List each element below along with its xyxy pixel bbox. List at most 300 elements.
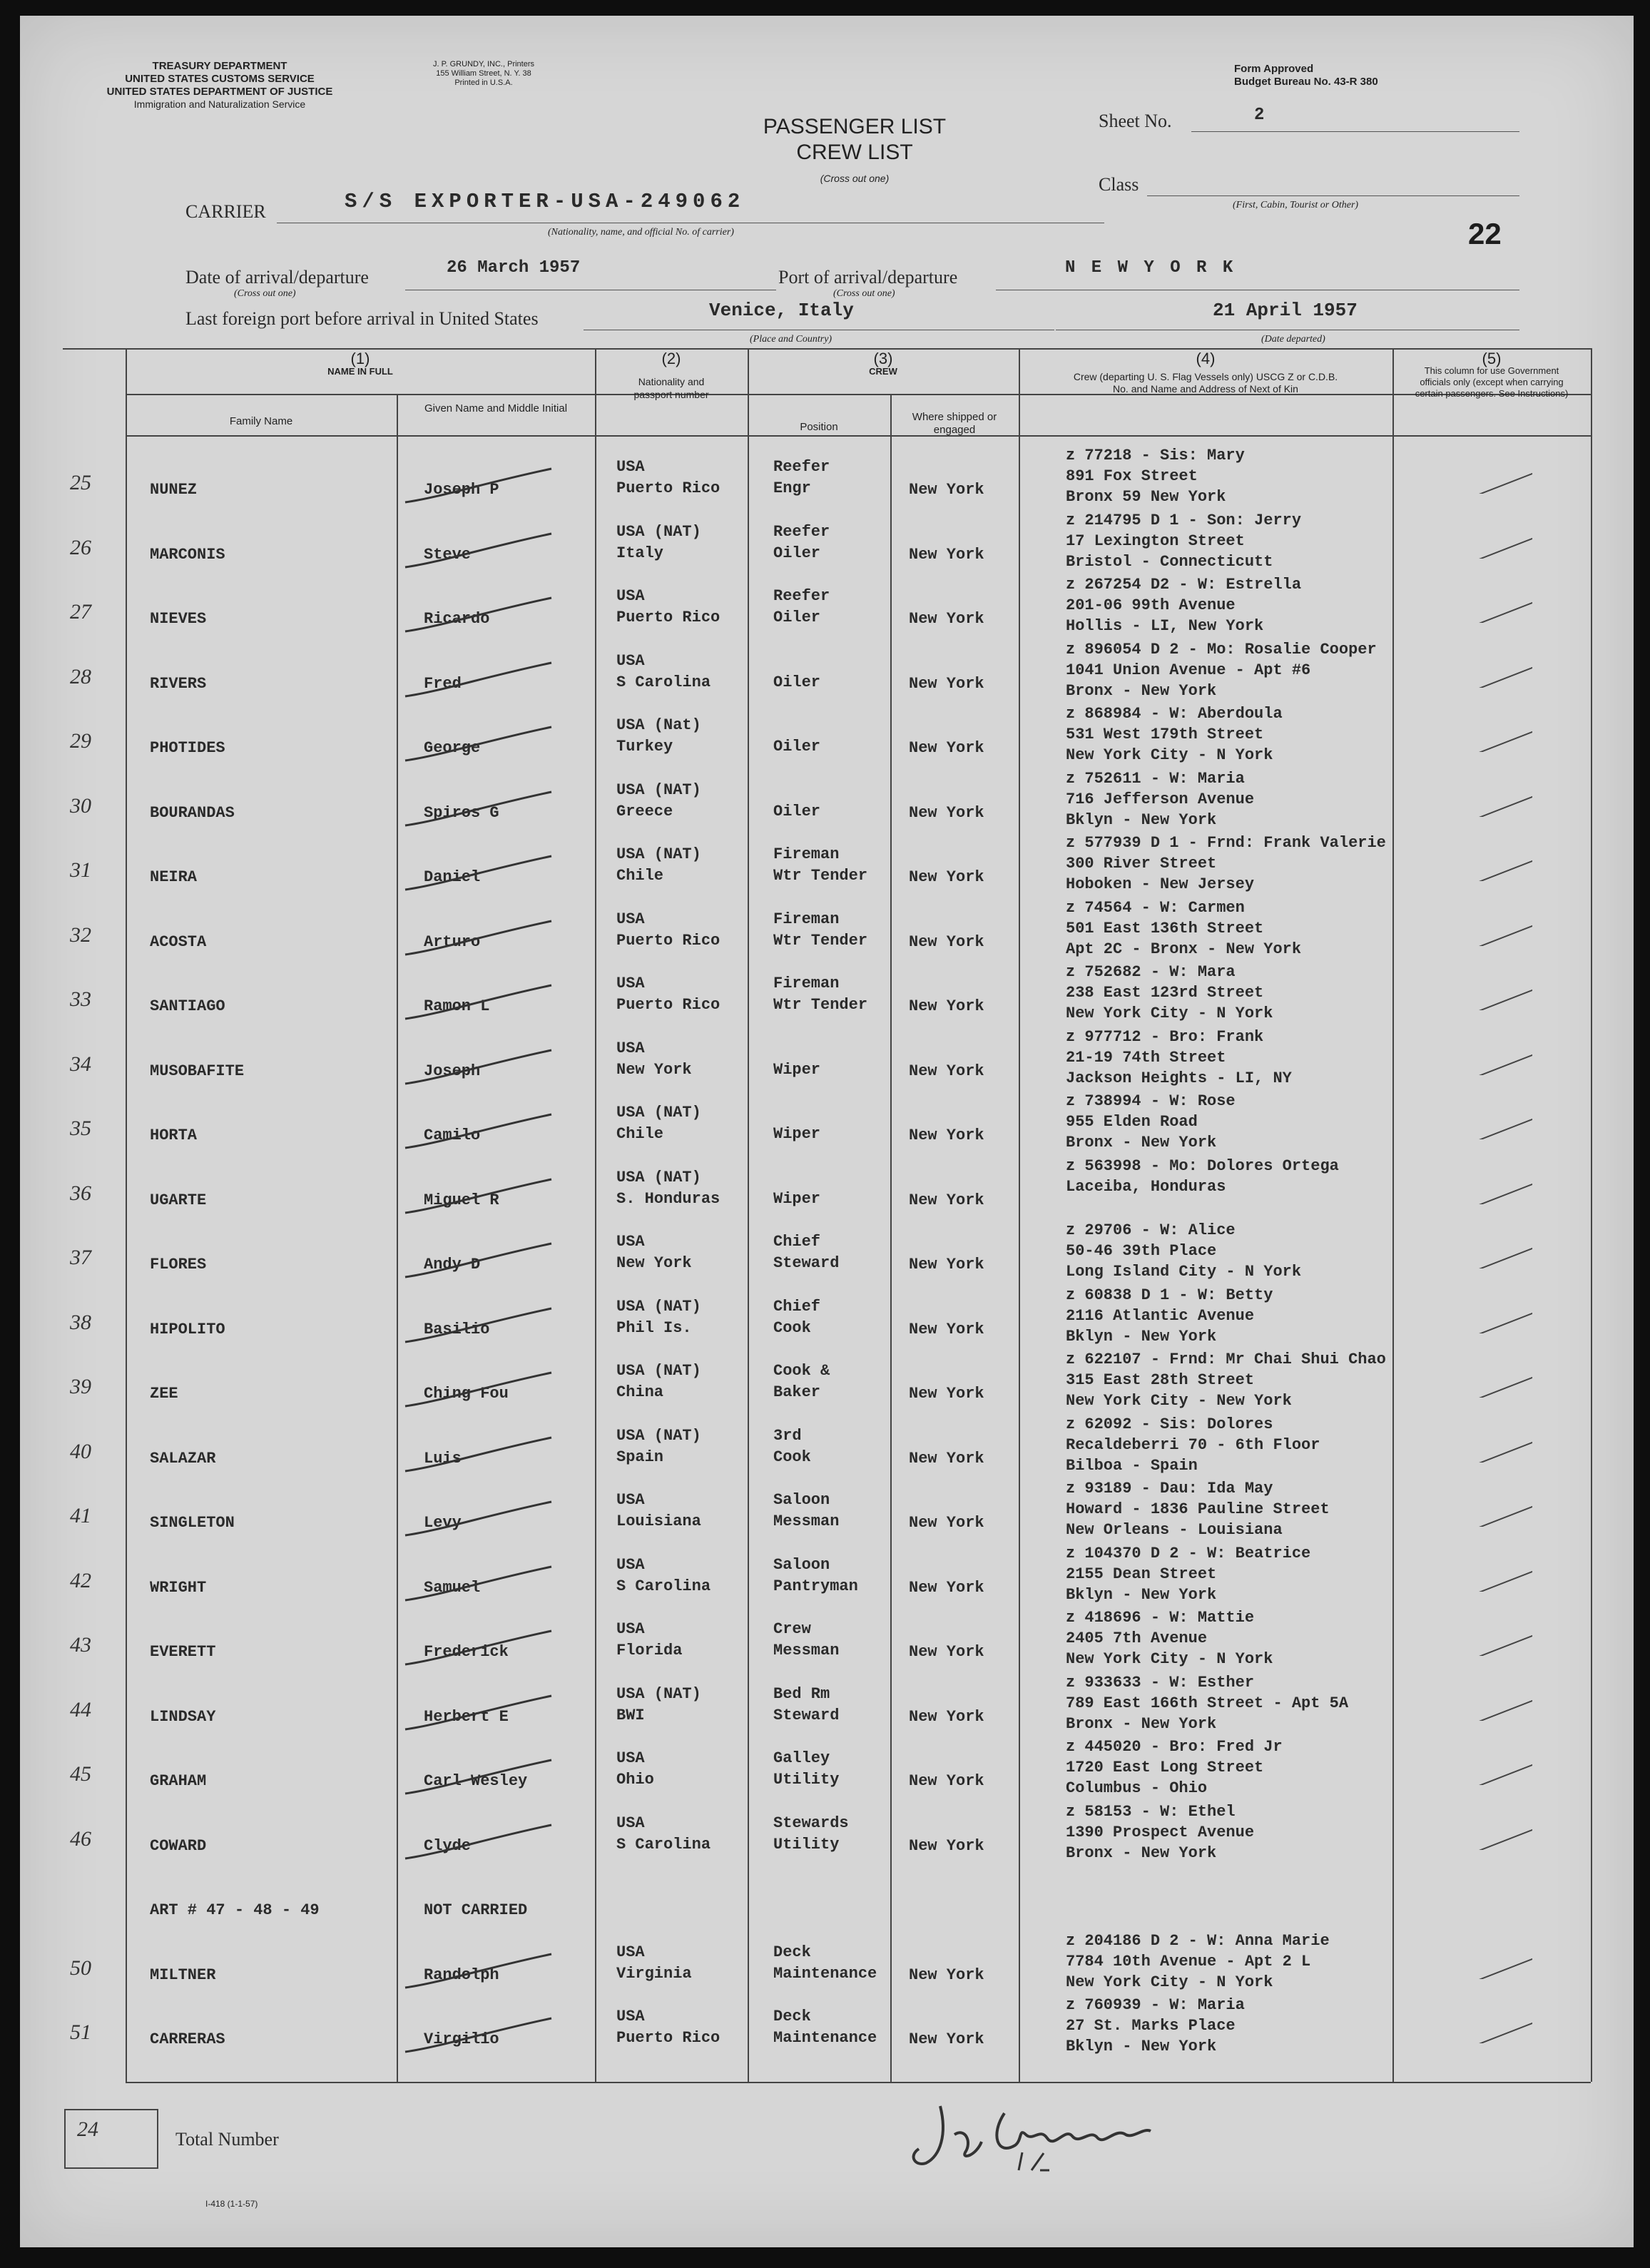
given-name: Steve xyxy=(424,545,472,564)
nationality-line: Turkey xyxy=(616,738,673,756)
next-of-kin-line: Hoboken - New Jersey xyxy=(1066,875,1255,893)
shipped-from: New York xyxy=(909,1127,984,1144)
nationality-line: New York xyxy=(616,1254,692,1272)
position-line: Wiper xyxy=(773,1125,821,1143)
nationality-line: Puerto Rico xyxy=(616,2029,720,2047)
col1-header xyxy=(126,352,595,378)
class-line xyxy=(1147,195,1519,196)
form-title xyxy=(733,114,976,191)
nationality-line: USA xyxy=(616,975,645,992)
table-row xyxy=(20,1154,1634,1219)
next-of-kin-line: New York City - N York xyxy=(1066,1005,1273,1022)
agency-line-3: UNITED STATES DEPARTMENT OF JUSTICE xyxy=(106,86,333,98)
row-number: 27 xyxy=(70,600,91,624)
pen-check-icon xyxy=(398,1176,562,1219)
next-of-kin-line: 1720 East Long Street xyxy=(1066,1759,1264,1776)
row-number: 38 xyxy=(70,1310,91,1334)
form-approved: Form Approved xyxy=(1234,63,1314,75)
nationality-line: USA (NAT) xyxy=(616,1362,701,1380)
official-check-icon xyxy=(1468,659,1532,688)
port-cross-out-note: (Cross out one) xyxy=(833,288,895,299)
nationality-line: USA xyxy=(616,458,645,476)
sheet-value: 2 xyxy=(1254,106,1265,125)
position-line: Fireman xyxy=(773,845,840,863)
pen-check-icon xyxy=(398,982,562,1024)
row-number: 42 xyxy=(70,1568,91,1592)
pen-check-icon xyxy=(398,2015,562,2058)
date-label: Date of arrival/departure xyxy=(185,267,369,288)
date-cross-out-note: (Cross out one) xyxy=(234,288,296,299)
next-of-kin-line: z 104370 D 2 - W: Beatrice xyxy=(1066,1544,1311,1562)
row-number: 25 xyxy=(70,471,91,494)
total-label: Total Number xyxy=(175,2129,279,2150)
next-of-kin-line: New Orleans - Louisiana xyxy=(1066,1521,1283,1539)
next-of-kin-line: 27 St. Marks Place xyxy=(1066,2017,1236,2035)
shipped-from: New York xyxy=(909,1643,984,1661)
position-header: Position xyxy=(800,421,838,433)
table-row xyxy=(20,444,1634,509)
official-check-icon xyxy=(1468,1756,1532,1785)
shipped-from: New York xyxy=(909,481,984,499)
pen-check-icon xyxy=(398,1563,562,1606)
next-of-kin-line: z 738994 - W: Rose xyxy=(1066,1092,1236,1110)
next-of-kin-line: Laceiba, Honduras xyxy=(1066,1177,1226,1196)
official-check-icon xyxy=(1468,1176,1532,1204)
signature-sub xyxy=(1161,2149,1181,2167)
col4-title: Crew (departing U. S. Flag Vessels only) USCG Z or C.D.B. No. and Name and Address of Next of Kin xyxy=(1073,371,1338,395)
given-name: Samuel xyxy=(424,1578,481,1597)
position-line: Chief xyxy=(773,1233,821,1251)
col2-title: Nationality and passport number xyxy=(633,376,709,400)
budget-bureau: Budget Bureau No. 43-R 380 xyxy=(1234,76,1378,88)
printer-line-1: J. P. GRUNDY, INC., Printers xyxy=(432,60,535,68)
col3-number: (3) xyxy=(873,350,893,367)
official-check-icon xyxy=(1468,1692,1532,1721)
position-line: Reefer xyxy=(773,458,830,476)
row-number: 51 xyxy=(70,2020,91,2044)
title-cross-out-note: (Cross out one) xyxy=(820,173,890,184)
carrier-value: S/S EXPORTER-USA-249062 xyxy=(345,190,745,213)
next-of-kin-line: z 896054 D 2 - Mo: Rosalie Cooper xyxy=(1066,640,1377,658)
pen-check-icon xyxy=(398,1240,562,1283)
position-line: Steward xyxy=(773,1706,840,1724)
next-of-kin-line: Bilboa - Spain xyxy=(1066,1456,1198,1475)
row-number: 33 xyxy=(70,987,91,1011)
shipped-from: New York xyxy=(909,739,984,757)
carrier-label: CARRIER xyxy=(185,201,266,222)
printer-line-2: 155 William Street, N. Y. 38 xyxy=(436,69,531,78)
table-row xyxy=(20,831,1634,896)
row-number: 26 xyxy=(70,535,91,559)
position-line: Fireman xyxy=(773,975,840,992)
position-line: Wiper xyxy=(773,1189,821,1208)
official-check-icon xyxy=(1468,1047,1532,1075)
table-row xyxy=(20,896,1634,961)
next-of-kin-line: z 752611 - W: Maria xyxy=(1066,769,1245,788)
shipped-from: New York xyxy=(909,1449,984,1468)
pen-check-icon xyxy=(398,1305,562,1348)
shipped-from: New York xyxy=(909,1966,984,1984)
position-line: Wtr Tender xyxy=(773,867,868,885)
family-name: SANTIAGO xyxy=(150,997,225,1015)
nationality-line: USA (NAT) xyxy=(616,522,701,541)
given-name: Basilio xyxy=(424,1320,490,1338)
nationality-line: USA (Nat) xyxy=(616,716,701,734)
position-line: Saloon xyxy=(773,1555,830,1574)
position-line: Oiler xyxy=(773,544,821,562)
position-line: Cook xyxy=(773,1318,811,1337)
table-row xyxy=(20,767,1634,832)
last-port-label: Last foreign port before arrival in United States xyxy=(185,308,539,329)
position-line: Galley xyxy=(773,1749,830,1767)
shipped-header: Where shipped or engaged xyxy=(912,411,997,436)
next-of-kin-line: 2405 7th Avenue xyxy=(1066,1629,1208,1647)
nationality-line: Greece xyxy=(616,802,673,820)
position-line: Stewards xyxy=(773,1814,849,1832)
pen-check-icon xyxy=(398,788,562,831)
row-number: 35 xyxy=(70,1117,91,1140)
col2-number: (2) xyxy=(661,350,681,367)
position-line: Cook & xyxy=(773,1362,830,1380)
family-name: MARCONIS xyxy=(150,545,225,564)
next-of-kin-line: z 267254 D2 - W: Estrella xyxy=(1066,576,1302,594)
next-of-kin-line: New York City - New York xyxy=(1066,1392,1292,1410)
nationality-line: USA (NAT) xyxy=(616,845,701,863)
next-of-kin-line: Bklyn - New York xyxy=(1066,810,1217,829)
given-name: Carl Wesley xyxy=(424,1772,528,1790)
nationality-line: Florida xyxy=(616,1642,683,1659)
family-name: HORTA xyxy=(150,1127,198,1144)
nationality-line: Puerto Rico xyxy=(616,996,720,1014)
official-check-icon xyxy=(1468,594,1532,623)
table-row xyxy=(20,1800,1634,1865)
next-of-kin-line: z 214795 D 1 - Son: Jerry xyxy=(1066,511,1302,529)
family-name: FLORES xyxy=(150,1256,207,1273)
family-name: COWARD xyxy=(150,1836,207,1855)
shipped-from: New York xyxy=(909,1578,984,1597)
form-approval xyxy=(1234,63,1378,88)
signature-icon xyxy=(897,2085,1197,2185)
table-row xyxy=(20,1413,1634,1478)
official-check-icon xyxy=(1468,2015,1532,2043)
shipped-from: New York xyxy=(909,674,984,693)
position-line: Wiper xyxy=(773,1060,821,1079)
place-note: (Place and Country) xyxy=(750,334,832,345)
table-row xyxy=(20,573,1634,638)
position-line: Messman xyxy=(773,1642,840,1659)
passenger-list-title: PASSENGER LIST xyxy=(763,115,947,138)
next-of-kin-line: Bristol - Connecticutt xyxy=(1066,552,1273,571)
shipped-from: New York xyxy=(909,1256,984,1273)
nationality-line: USA xyxy=(616,587,645,605)
next-of-kin-line: Bronx - New York xyxy=(1066,1714,1217,1733)
next-of-kin-line: New York City - N York xyxy=(1066,1973,1273,1991)
position-line: Saloon xyxy=(773,1491,830,1509)
nationality-line: S. Honduras xyxy=(616,1189,720,1208)
row-number: 44 xyxy=(70,1697,91,1722)
shipped-from: New York xyxy=(909,1707,984,1726)
agency-line-1: TREASURY DEPARTMENT xyxy=(152,60,287,72)
family-name: EVERETT xyxy=(150,1643,216,1661)
next-of-kin-line: Howard - 1836 Pauline Street xyxy=(1066,1500,1330,1518)
row-number: 32 xyxy=(70,922,91,947)
next-of-kin-line: 238 East 123rd Street xyxy=(1066,984,1264,1002)
table-row xyxy=(20,1348,1634,1413)
row-number: 30 xyxy=(70,793,91,818)
given-name: Clyde xyxy=(424,1836,472,1855)
next-of-kin-line: z 445020 - Bro: Fred Jr xyxy=(1066,1738,1283,1756)
family-name: RIVERS xyxy=(150,674,207,693)
table-row xyxy=(20,1929,1634,1994)
next-of-kin-line: z 760939 - W: Maria xyxy=(1066,1996,1245,2014)
crew-list-title: CREW LIST xyxy=(796,141,913,164)
row-number: 41 xyxy=(70,1504,91,1527)
next-of-kin-line: z 93189 - Dau: Ida May xyxy=(1066,1480,1273,1497)
nationality-line: USA xyxy=(616,2008,645,2025)
table-row xyxy=(20,1477,1634,1542)
agency-header xyxy=(49,60,391,110)
family-name: ACOSTA xyxy=(150,932,207,951)
position-line: Wtr Tender xyxy=(773,996,868,1014)
next-of-kin-line: 716 Jefferson Avenue xyxy=(1066,790,1255,808)
family-name: NUNEZ xyxy=(150,481,198,499)
date-value: 26 March 1957 xyxy=(447,258,581,278)
given-name: Joseph P xyxy=(424,481,499,499)
official-check-icon xyxy=(1468,853,1532,881)
position-line: Oiler xyxy=(773,673,821,691)
next-of-kin-line: Bronx - New York xyxy=(1066,1134,1217,1151)
position-line: Wtr Tender xyxy=(773,931,868,950)
agency-line-2: UNITED STATES CUSTOMS SERVICE xyxy=(125,73,315,85)
position-line: Utility xyxy=(773,1771,840,1789)
pen-check-icon xyxy=(398,1369,562,1412)
nationality-line: USA xyxy=(616,651,645,670)
pen-check-icon xyxy=(398,1756,562,1799)
given-name: Camilo xyxy=(424,1127,481,1144)
position-line: Cook xyxy=(773,1448,811,1466)
signature-value xyxy=(1097,2149,1158,2167)
nationality-line: USA xyxy=(616,1233,645,1251)
next-of-kin-line: 955 Elden Road xyxy=(1066,1113,1198,1131)
total-value: 24 xyxy=(77,2117,98,2141)
next-of-kin-line: 891 Fox Street xyxy=(1066,467,1198,485)
next-of-kin-line: z 58153 - W: Ethel xyxy=(1066,1802,1236,1821)
agency-line-4: Immigration and Naturalization Service xyxy=(133,98,306,110)
nationality-line: Louisiana xyxy=(616,1512,701,1530)
next-of-kin-line: Bronx 59 New York xyxy=(1066,488,1226,506)
sheet-label: Sheet No. xyxy=(1099,111,1172,131)
position-line: Fireman xyxy=(773,910,840,928)
official-check-icon xyxy=(1468,1627,1532,1656)
next-of-kin-line: z 74564 - W: Carmen xyxy=(1066,898,1245,917)
official-check-icon xyxy=(1468,788,1532,817)
next-of-kin-line: z 933633 - W: Esther xyxy=(1066,1673,1255,1692)
next-of-kin-line: 50-46 39th Place xyxy=(1066,1242,1217,1260)
next-of-kin-line: z 418696 - W: Mattie xyxy=(1066,1609,1255,1627)
position-line: Messman xyxy=(773,1512,840,1530)
nationality-line: USA xyxy=(616,1814,645,1832)
col4-header xyxy=(1019,352,1392,395)
pen-check-icon xyxy=(398,1434,562,1477)
next-of-kin-line: z 752682 - W: Mara xyxy=(1066,963,1236,981)
given-name: Joseph xyxy=(424,1062,481,1080)
family-name: MILTNER xyxy=(150,1966,216,1984)
class-note: (First, Cabin, Tourist or Other) xyxy=(1233,200,1359,210)
position-line: Reefer xyxy=(773,522,830,541)
shipped-from: New York xyxy=(909,2030,984,2048)
col5-title: This column for use Government officials only (except when carrying certain passengers. See Instructions) xyxy=(1415,365,1569,399)
nationality-line: USA (NAT) xyxy=(616,1104,701,1122)
position-line: Oiler xyxy=(773,802,821,820)
position-line: Reefer xyxy=(773,587,830,605)
next-of-kin-line: 2116 Atlantic Avenue xyxy=(1066,1306,1255,1325)
pen-check-icon xyxy=(398,723,562,766)
shipped-from: New York xyxy=(909,610,984,628)
next-of-kin-line: z 977712 - Bro: Frank xyxy=(1066,1027,1264,1046)
col2-header xyxy=(595,352,748,401)
shipped-from: New York xyxy=(909,868,984,886)
row-number: 31 xyxy=(70,858,91,882)
date-departed-note: (Date departed) xyxy=(1261,334,1325,345)
next-of-kin-line: 201-06 99th Avenue xyxy=(1066,596,1236,614)
nationality-line: USA (NAT) xyxy=(616,1168,701,1186)
row-number: 28 xyxy=(70,664,91,688)
given-name: Virgilio xyxy=(424,2030,499,2048)
table-row xyxy=(20,1089,1634,1154)
given-name: Ricardo xyxy=(424,610,490,628)
position-line: Deck xyxy=(773,1943,811,1961)
position-line: Baker xyxy=(773,1383,821,1401)
next-of-kin-line: Hollis - LI, New York xyxy=(1066,617,1264,635)
next-of-kin-line: z 868984 - W: Aberdoula xyxy=(1066,705,1283,723)
given-name: Luis xyxy=(424,1449,462,1468)
row-number: 37 xyxy=(70,1246,91,1269)
official-check-icon xyxy=(1468,530,1532,559)
next-of-kin-line: New York City - N York xyxy=(1066,746,1273,764)
table-row xyxy=(20,1283,1634,1348)
next-of-kin-line: Bklyn - New York xyxy=(1066,2038,1217,2055)
nationality-line: USA xyxy=(616,1555,645,1574)
table-row xyxy=(20,1993,1634,2058)
col3-title: CREW xyxy=(869,366,897,377)
nationality-line: Chile xyxy=(616,867,664,885)
table-row xyxy=(20,960,1634,1025)
next-of-kin-line: Bklyn - New York xyxy=(1066,1327,1217,1346)
nationality-line: Ohio xyxy=(616,1771,654,1789)
family-name: UGARTE xyxy=(150,1191,207,1209)
family-name: HIPOLITO xyxy=(150,1320,225,1338)
next-of-kin-line: 1390 Prospect Avenue xyxy=(1066,1823,1255,1841)
family-name: LINDSAY xyxy=(150,1707,216,1726)
nationality-line: Puerto Rico xyxy=(616,931,720,950)
family-name: WRIGHT xyxy=(150,1578,207,1597)
nationality-line: Phil Is. xyxy=(616,1318,692,1337)
position-line: Crew xyxy=(773,1620,811,1638)
official-check-icon xyxy=(1468,1498,1532,1527)
official-check-icon xyxy=(1468,1240,1532,1268)
nationality-line: Puerto Rico xyxy=(616,479,720,497)
family-name: NIEVES xyxy=(150,610,207,628)
col4-number: (4) xyxy=(1196,350,1216,367)
official-check-icon xyxy=(1468,917,1532,946)
next-of-kin-line: Bronx - New York xyxy=(1066,1844,1217,1862)
next-of-kin-line: 531 West 179th Street xyxy=(1066,726,1264,743)
shipped-from: New York xyxy=(909,1191,984,1209)
printer-line-3: Printed in U.S.A. xyxy=(454,78,513,87)
printer-info xyxy=(405,60,562,88)
next-of-kin-line: 2155 Dean Street xyxy=(1066,1565,1217,1583)
given-name: Fred xyxy=(424,674,462,693)
position-line: Steward xyxy=(773,1254,840,1272)
nationality-line: Spain xyxy=(616,1448,664,1466)
next-of-kin-line: z 563998 - Mo: Dolores Ortega xyxy=(1066,1156,1339,1175)
pen-check-icon xyxy=(398,465,562,508)
pen-check-icon xyxy=(398,1111,562,1154)
row-number: 40 xyxy=(70,1439,91,1463)
port-label: Port of arrival/departure xyxy=(778,267,958,288)
next-of-kin-line: 1041 Union Avenue - Apt #6 xyxy=(1066,661,1311,679)
next-of-kin-line: Apt 2C - Bronx - New York xyxy=(1066,940,1302,958)
next-of-kin-line: z 77218 - Sis: Mary xyxy=(1066,447,1245,464)
crew-list-sheet xyxy=(20,16,1634,2247)
nationality-line: Italy xyxy=(616,544,664,562)
nationality-line: S Carolina xyxy=(616,1577,711,1595)
position-line: Maintenance xyxy=(773,2029,877,2047)
next-of-kin-line: z 29706 - W: Alice xyxy=(1066,1221,1236,1239)
official-check-icon xyxy=(1468,982,1532,1010)
official-check-icon xyxy=(1468,1951,1532,1979)
table-row xyxy=(20,1864,1634,1929)
pen-check-icon xyxy=(398,1498,562,1541)
family-name: MUSOBAFITE xyxy=(150,1062,245,1080)
next-of-kin-line: z 204186 D 2 - W: Anna Marie xyxy=(1066,1931,1330,1950)
family-name: ART # 47 - 48 - 49 xyxy=(150,1901,320,1919)
given-name: Andy D xyxy=(424,1256,481,1273)
row-number: 29 xyxy=(70,729,91,753)
shipped-from: New York xyxy=(909,1772,984,1790)
pen-check-icon xyxy=(398,594,562,637)
table-row xyxy=(20,1542,1634,1607)
next-of-kin-line: 789 East 166th Street - Apt 5A xyxy=(1066,1694,1349,1712)
nationality-line: USA (NAT) xyxy=(616,1297,701,1316)
table-row xyxy=(20,1671,1634,1736)
given-name: Ching Fou xyxy=(424,1385,509,1403)
pen-check-icon xyxy=(398,1627,562,1670)
shipped-from: New York xyxy=(909,1320,984,1338)
given-name: Miguel R xyxy=(424,1191,499,1209)
shipped-from: New York xyxy=(909,1514,984,1532)
given-name: Randolph xyxy=(424,1966,499,1984)
table-row xyxy=(20,1219,1634,1283)
next-of-kin-line: Jackson Heights - LI, NY xyxy=(1066,1069,1292,1087)
family-name: NEIRA xyxy=(150,868,198,886)
nationality-line: USA (NAT) xyxy=(616,1684,701,1703)
row-number: 34 xyxy=(70,1052,91,1076)
next-of-kin-line: Columbus - Ohio xyxy=(1066,1779,1208,1797)
next-of-kin-line: 17 Lexington Street xyxy=(1066,532,1245,550)
family-name: BOURANDAS xyxy=(150,803,235,822)
official-check-icon xyxy=(1468,465,1532,494)
next-of-kin-line: z 60838 D 1 - W: Betty xyxy=(1066,1286,1273,1304)
col5-header xyxy=(1392,352,1591,400)
next-of-kin-line: 315 East 28th Street xyxy=(1066,1371,1255,1389)
family-name: SINGLETON xyxy=(150,1514,235,1532)
nationality-line: USA (NAT) xyxy=(616,1426,701,1445)
position-line: Maintenance xyxy=(773,1964,877,1983)
given-name: Daniel xyxy=(424,868,481,886)
nationality-line: S Carolina xyxy=(616,673,711,691)
sheet-line xyxy=(1191,131,1519,132)
